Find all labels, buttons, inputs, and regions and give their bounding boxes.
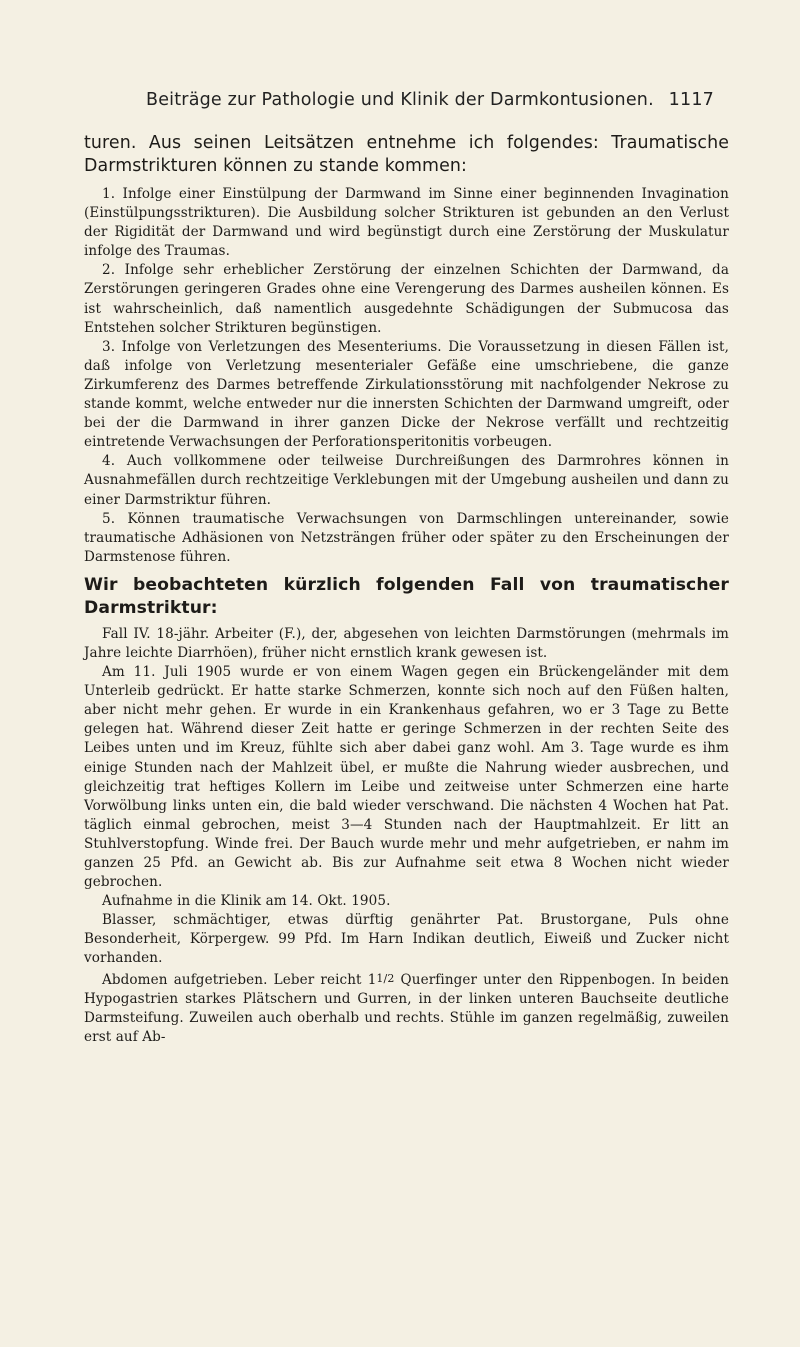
point-4: 4. Auch vollkommene oder teilweise Durchreißungen des Darmrohres können in Ausnahmefällen durch rechtzeitige Verklebungen mit der Umgebung ausheilen und dann zu einer Darmstriktur führen. [84,453,729,508]
case-intro-paragraph: Fall IV. 18-jähr. Arbeiter (F.), der, abgesehen von leichten Darmstörungen (mehrmals im Jahre leichte Diarrhöen), früher nicht ernstlich krank gewesen ist. [84,625,729,661]
findings-paragraph: Blasser, schmächtiger, etwas dürftig genährter Pat. Brustorgane, Puls ohne Besonderheit, Körpergew. 99 Pfd. Im Harn Indikan deutlich, Eiweiß und Zucker nicht vorhanden. [84,912,729,967]
running-header [146,90,714,116]
lead-paragraph: turen. Aus seinen Leitsätzen entnehme ich folgendes: Traumatische Darmstrikturen können zu stande kommen: [84,133,729,176]
admission-paragraph: Aufnahme in die Klinik am 14. Okt. 1905. [102,893,391,910]
point-2: 2. Infolge sehr erheblicher Zerstörung der einzelnen Schichten der Darmwand, da Zerstörungen geringeren Grades ohne eine Verengerung des Darmes ausheilen können. Es ist wahrscheinlich, daß namentlich ausgedehnte Schädigungen der Submucosa das Entstehen solcher Strikturen begünstigen. [84,262,729,336]
page-body [84,132,729,1047]
abdomen-text-start: Abdomen aufgetrieben. Leber reicht 1 [102,971,377,988]
point-3: 3. Infolge von Verletzungen des Mesenteriums. Die Voraussetzung in diesen Fällen ist, daß infolge von Verletzung mesenterialer Gefäße eine umschriebene, die ganze Zirkumferenz des Darmes betreffende Zirkulationsstörung mit nachfolgender Nekrose zu stande kommt, welche entweder nur die innersten Schichten der Darmwand umgreift, oder bei der die Darmwand in ihrer ganzen Dicke der Nekrose verfällt und rechtzeitig eintretende Verwachsungen der Perforationsperitonitis vorbeugen. [84,338,729,451]
abdomen-text-rest: Querfinger unter den Rippenbogen. In beiden Hypogastrien starkes Plätschern und Gurren, in der linken unteren Bauchseite deutliche Darmsteifung. Zuweilen auch oberhalb und rechts. Stühle im ganzen regelmäßig, zuweilen erst auf Ab- [84,971,729,1045]
point-5: 5. Können traumatische Verwachsungen von Darmschlingen untereinander, sowie traumatische Adhäsionen von Netzsträngen früher oder später zu den Erscheinungen der Darmstenose führen. [84,510,729,565]
case-history-paragraph: Am 11. Juli 1905 wurde er von einem Wagen gegen ein Brückengeländer mit dem Unterleib gedrückt. Er hatte starke Schmerzen, konnte sich noch auf den Füßen halten, aber nicht mehr gehen. Er wurde in ein Krankenhaus gefahren, wo er 3 Tage zu Bette gelegen hat. Während dieser Zeit hatte er geringe Schmerzen in der rechten Seite des Leibes unten und im Kreuz, fühlte sich aber dabei ganz wohl. Am 3. Tage wurde es ihm einige Stunden nach der Mahlzeit übel, er mußte die Nahrung wieder ausbrechen, und gleichzeitig trat heftiges Kollern im Leibe und zeitweise unter Schmerzen eine harte Vorwölbung links unten ein, die bald wieder verschwand. Die nächsten 4 Wochen hat Pat. täglich einmal gebrochen, meist 3—4 Stunden nach der Hauptmahlzeit. Er litt an Stuhlverstopfung. Winde frei. Der Bauch wurde mehr und mehr aufgetrieben, er nahm im ganzen 25 Pfd. an Gewicht ab. Bis zur Aufnahme seit etwa 8 Wochen nicht wieder gebrochen. [84,664,729,891]
case-subheading: Wir beobachteten kürzlich folgenden Fall von traumatischer Darmstriktur: [84,574,729,618]
page-number: 1117 [668,90,714,110]
running-title: Beiträge zur Pathologie und Klinik der Darmkontusionen. [146,90,654,110]
abdomen-paragraph [84,969,729,1047]
fraction-one-half: 1/2 [376,971,395,985]
point-1: 1. Infolge einer Einstülpung der Darmwand im Sinne einer beginnenden Invagination (Einstülpungsstrikturen). Die Ausbildung solcher Strikturen ist gebunden an den Verlust der Rigidität der Darmwand und wird begünstigt durch eine Zerstörung der Muskulatur infolge des Traumas. [84,186,729,260]
